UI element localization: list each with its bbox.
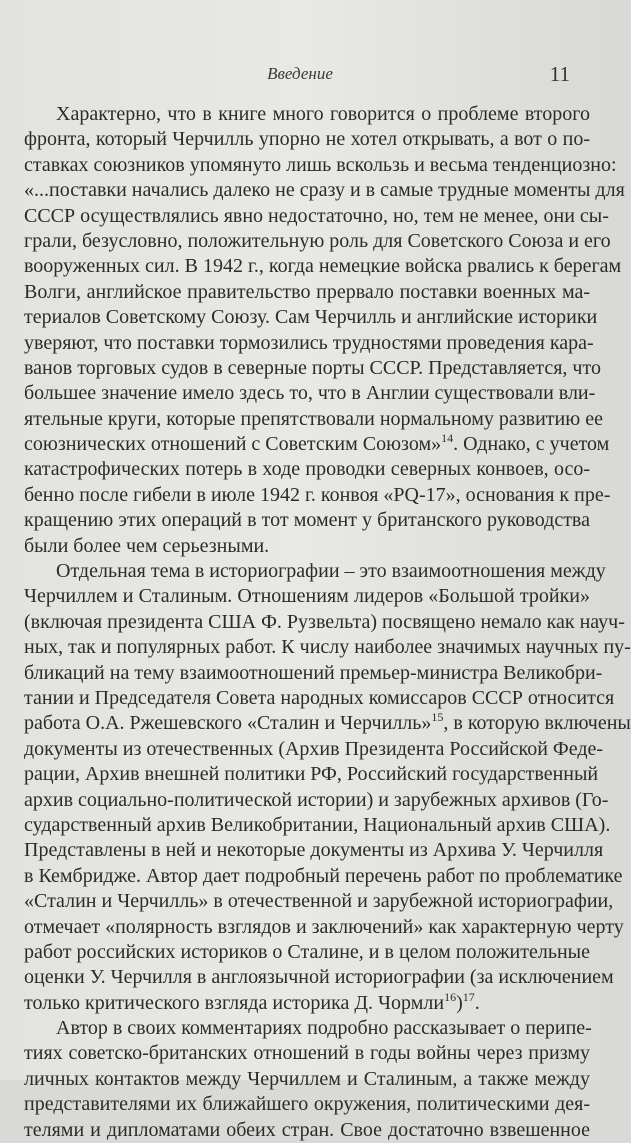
text-line — [24, 788, 609, 813]
line-text: Автор в своих комментариях подробно рассказывает о перипе- — [56, 1017, 592, 1040]
text-line — [24, 864, 623, 889]
line-text-continued: ) — [456, 991, 463, 1014]
text-line — [24, 431, 610, 457]
text-line — [24, 331, 594, 356]
text-line — [24, 686, 615, 711]
line-text: катастрофических потерь в ходе проводки северных конвоев, осо- — [24, 458, 590, 481]
line-text: бенно после гибели в июле 1942 г. конвоя «PQ-17», основания к пре- — [24, 483, 611, 506]
line-text: оценки У. Черчилля в англоязычной историографии (за исключением — [24, 966, 614, 989]
text-line — [24, 940, 590, 965]
text-line — [24, 483, 611, 508]
text-line — [24, 381, 596, 406]
text-line — [24, 1041, 590, 1066]
text-line — [24, 559, 606, 584]
line-text: (включая президента США Ф. Рузвельта) посвящено немало как науч- — [24, 610, 625, 633]
line-text: сударственный архив Великобритании, Национальный архив США). — [24, 813, 611, 836]
line-text: Отдельная тема в историографии – это взаимоотношения между — [56, 560, 606, 583]
text-line — [24, 254, 622, 279]
text-line — [24, 127, 590, 152]
text-line — [24, 610, 625, 635]
text-line — [24, 204, 609, 229]
line-text: грали, безусловно, положительную роль для Советского Союза и его — [24, 229, 611, 252]
text-line — [24, 534, 590, 559]
line-text: документы из отечественных (Архив Президента Российской Феде- — [24, 737, 604, 760]
text-line — [24, 457, 590, 482]
line-text-continued: , в которую включены — [443, 712, 631, 735]
line-text: работ российских историков о Сталине, и в целом положительные — [24, 940, 590, 963]
line-text: личных контактов между Черчиллем и Сталиным, а также между — [24, 1067, 590, 1090]
text-line — [24, 178, 625, 203]
text-line — [24, 102, 590, 127]
text-line — [24, 762, 599, 787]
running-head: Введение — [267, 64, 333, 83]
line-text: Представлены в ней и некоторые документы из Архива У. Черчилля — [24, 839, 604, 862]
line-text: работа О.А. Ржешевского «Сталин и Черчилль» — [24, 712, 432, 735]
line-text: Характерно, что в книге много говорится о проблеме второго — [56, 103, 590, 125]
text-line — [24, 710, 631, 736]
text-line — [24, 584, 590, 609]
footnote-ref: 16 — [444, 989, 457, 1004]
line-text: ятельные круги, которые препятствовали нормальному развитию ее — [24, 407, 603, 430]
line-text: отмечает «полярность взглядов и заключений» как характерную черту — [24, 915, 624, 938]
line-text: уверяют, что поставки тормозились трудностями проведения кара- — [24, 331, 594, 354]
line-text: только критического взгляда историка Д. Чормли — [24, 991, 445, 1014]
body-text — [24, 102, 631, 1143]
line-text: СССР осуществлялись явно недостаточно, но, тем не менее, они сы- — [24, 204, 609, 227]
text-line — [24, 229, 611, 254]
footnote-ref: 14 — [441, 431, 454, 446]
line-text: тании и Председателя Совета народных комиссаров СССР относится — [24, 686, 615, 709]
text-line — [24, 153, 617, 178]
line-text: были более чем серьезными. — [24, 534, 270, 557]
footnote-ref: 15 — [431, 710, 444, 725]
line-text: ных, так и популярных работ. К числу наиболее значимых научных пу- — [24, 636, 631, 659]
text-line — [24, 635, 631, 660]
text-line — [24, 661, 603, 686]
footnote-ref: 17 — [462, 989, 475, 1004]
line-text: вооруженных сил. В 1942 г., когда немецкие войска рвались к берегам — [24, 255, 622, 278]
page-number: 11 — [549, 62, 570, 86]
line-text: бликаций на тему взаимоотношений премьер-министра Великобри- — [24, 661, 603, 684]
line-text: Черчиллем и Сталиным. Отношениям лидеров «Большой тройки» — [24, 585, 590, 608]
text-line — [24, 1016, 590, 1041]
text-line — [24, 280, 590, 305]
line-text: ванов торговых судов в северные порты СССР. Представляется, что — [24, 356, 601, 379]
line-text: кращению этих операций в тот момент у британского руководства — [24, 509, 590, 532]
text-line — [24, 737, 604, 762]
line-text-continued: . Однако, с учетом — [453, 433, 610, 456]
line-text: тиях советско-британских отношений в годы войны через призму — [24, 1042, 590, 1065]
text-line — [24, 889, 614, 914]
text-line — [24, 356, 601, 381]
text-line — [24, 813, 611, 838]
text-line — [24, 1118, 590, 1143]
text-line — [24, 1092, 590, 1117]
line-text: териалов Советскому Союзу. Сам Черчилль и английские историки — [24, 306, 598, 329]
line-text: «...поставки начались далеко не сразу и в самые трудные моменты для — [24, 179, 625, 202]
text-line — [24, 305, 598, 330]
line-text: фронта, который Черчилль упорно не хотел открывать, а вот о по- — [24, 128, 590, 151]
line-text: большее значение имело здесь то, что в Англии существовали вли- — [24, 382, 596, 405]
page-header — [0, 64, 610, 92]
line-text: Волги, английское правительство прервало поставки военных ма- — [24, 280, 590, 303]
line-text: в Кембридже. Автор дает подробный перечень работ по проблематике — [24, 864, 623, 887]
text-line — [24, 1067, 590, 1092]
text-line — [24, 965, 614, 990]
line-text: «Сталин и Черчилль» в отечественной и зарубежной историографии, — [24, 890, 614, 913]
text-line — [24, 838, 604, 863]
text-line — [24, 407, 603, 432]
text-line — [24, 991, 590, 1016]
text-line — [24, 508, 590, 533]
line-text: телями и дипломатами обеих стран. Свое достаточно взвешенное — [24, 1118, 590, 1141]
line-text: представителями их ближайшего окружения, политическими дея- — [24, 1093, 590, 1116]
line-text: союзнических отношений с Советским Союзом» — [24, 433, 442, 456]
line-text: рации, Архив внешней политики РФ, Российский государственный — [24, 763, 599, 786]
line-text: архив социально-политической истории) и зарубежных архивов (Го- — [24, 788, 609, 811]
line-text-continued: . — [474, 991, 480, 1014]
text-line — [24, 915, 624, 940]
line-text: ставках союзников упомянуто лишь вскользь и весьма тенденциозно: — [24, 153, 617, 176]
